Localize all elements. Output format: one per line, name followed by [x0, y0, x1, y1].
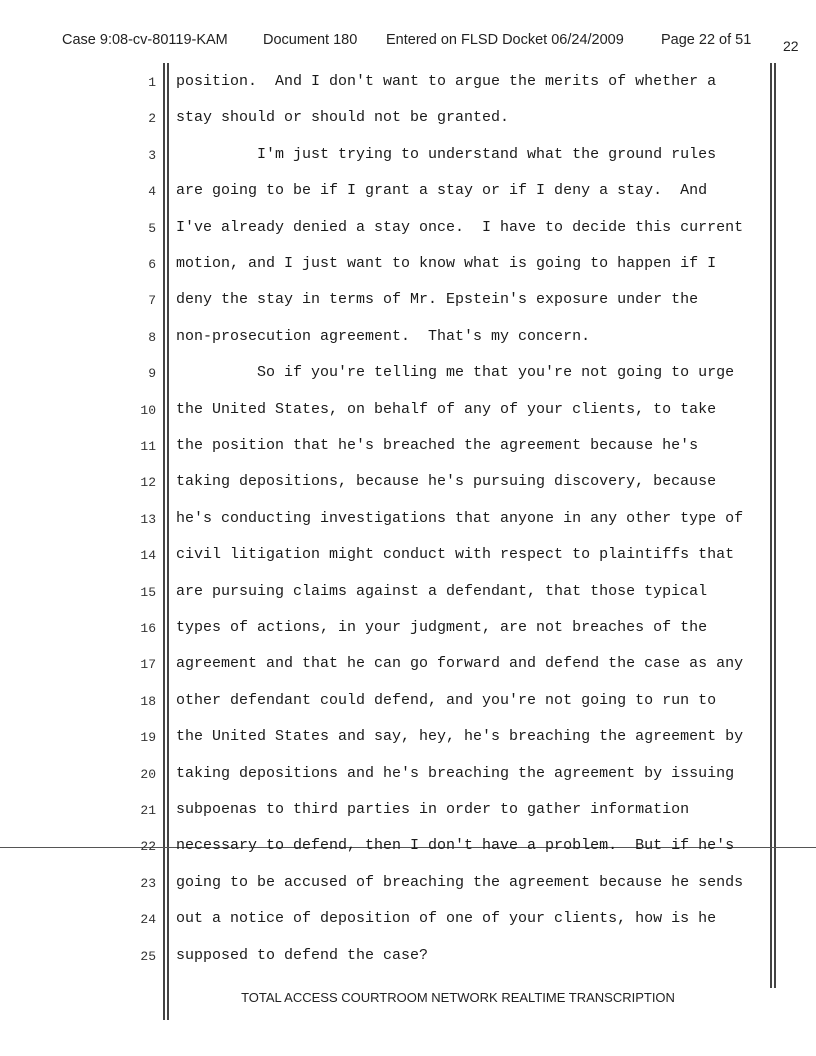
line-number: 5 [148, 220, 156, 236]
line-text: I've already denied a stay once. I have to decide this current [176, 218, 744, 236]
transcript-line [0, 70, 816, 98]
line-number: 21 [140, 803, 156, 818]
line-number: 19 [140, 730, 156, 746]
line-text: necessary to defend, then I don't have a problem. But if he's [176, 837, 735, 855]
transcript-line [0, 143, 816, 171]
line-text: supposed to defend the case? [176, 946, 429, 964]
transcript-line [0, 580, 816, 608]
line-number: 13 [140, 511, 156, 527]
transcript-line [0, 689, 816, 717]
transcript-line [0, 725, 816, 753]
transcript-line [0, 944, 816, 972]
line-number: 3 [148, 147, 156, 163]
line-text: I'm just trying to understand what the ground rules [176, 145, 717, 163]
line-number: 16 [140, 621, 156, 636]
line-text: are pursuing claims against a defendant, that those typical [176, 582, 708, 600]
transcript-line [0, 871, 816, 899]
line-number: 24 [140, 912, 156, 928]
transcript-line [0, 507, 816, 535]
line-number: 23 [140, 875, 156, 891]
line-text: agreement and that he can go forward and defend the case as any [176, 655, 744, 673]
transcript-line [0, 216, 816, 244]
line-number: 4 [148, 184, 156, 200]
transcript-line [0, 398, 816, 426]
transcript-line [0, 325, 816, 353]
transcript-line [0, 106, 816, 134]
page-count: Page 22 of 51 [661, 32, 752, 48]
line-text: going to be accused of breaching the agreement because he sends [176, 873, 744, 891]
line-text: civil litigation might conduct with respect to plaintiffs that [176, 546, 735, 564]
docket-entry: Entered on FLSD Docket 06/24/2009 [386, 32, 624, 48]
line-text: position. And I don't want to argue the merits of whether a [176, 73, 717, 90]
transcript-line [0, 252, 816, 280]
line-number: 15 [140, 584, 156, 600]
transcript-line [0, 616, 816, 644]
line-number: 18 [140, 693, 156, 709]
transcript-line [0, 907, 816, 935]
line-number: 2 [148, 111, 156, 127]
transcript-line [0, 652, 816, 680]
line-number: 7 [148, 293, 156, 309]
line-number: 17 [140, 657, 156, 673]
line-text: motion, and I just want to know what is going to happen if I [176, 255, 717, 272]
line-number: 14 [140, 548, 156, 564]
line-text: out a notice of deposition of one of your clients, how is he [176, 910, 717, 928]
line-text: are going to be if I grant a stay or if I deny a stay. And [176, 182, 708, 200]
line-text: he's conducting investigations that anyone in any other type of [176, 509, 744, 527]
transcript-line [0, 470, 816, 498]
line-number: 25 [140, 948, 156, 964]
document-number: Document 180 [263, 32, 358, 48]
transcript-line [0, 543, 816, 571]
transcript-line [0, 179, 816, 207]
line-number: 1 [148, 75, 156, 90]
transcript-line [0, 288, 816, 316]
line-text: subpoenas to third parties in order to gather information [176, 801, 690, 818]
line-text: non-prosecution agreement. That's my concern. [176, 327, 591, 345]
transcript-line [0, 762, 816, 790]
transcript-line [0, 798, 816, 826]
case-number: Case 9:08-cv-80119-KAM [62, 32, 228, 48]
line-number: 9 [148, 366, 156, 382]
line-number: 8 [148, 329, 156, 345]
transcript-page-number: 22 [783, 38, 799, 54]
line-number: 6 [148, 257, 156, 272]
page-footer: TOTAL ACCESS COURTROOM NETWORK REALTIME TRANSCRIPTION [241, 990, 675, 1005]
line-text: taking depositions and he's breaching the agreement by issuing [176, 764, 735, 782]
line-text: types of actions, in your judgment, are not breaches of the [176, 619, 708, 636]
line-text: So if you're telling me that you're not going to urge [176, 364, 735, 382]
line-text: the United States and say, hey, he's breaching the agreement by [176, 728, 744, 746]
line-text: taking depositions, because he's pursuing discovery, because [176, 473, 717, 491]
line-text: deny the stay in terms of Mr. Epstein's exposure under the [176, 291, 699, 309]
line-number: 12 [140, 475, 156, 491]
line-number: 20 [140, 766, 156, 782]
line-text: the position that he's breached the agreement because he's [176, 437, 699, 454]
line-text: stay should or should not be granted. [176, 109, 510, 127]
line-number: 11 [140, 439, 156, 454]
transcript-line [0, 834, 816, 862]
transcript-line [0, 361, 816, 389]
transcript-line [0, 434, 816, 462]
line-number: 10 [140, 402, 156, 418]
line-text: other defendant could defend, and you're not going to run to [176, 691, 717, 709]
line-number: 22 [140, 839, 156, 855]
line-text: the United States, on behalf of any of your clients, to take [176, 400, 717, 418]
